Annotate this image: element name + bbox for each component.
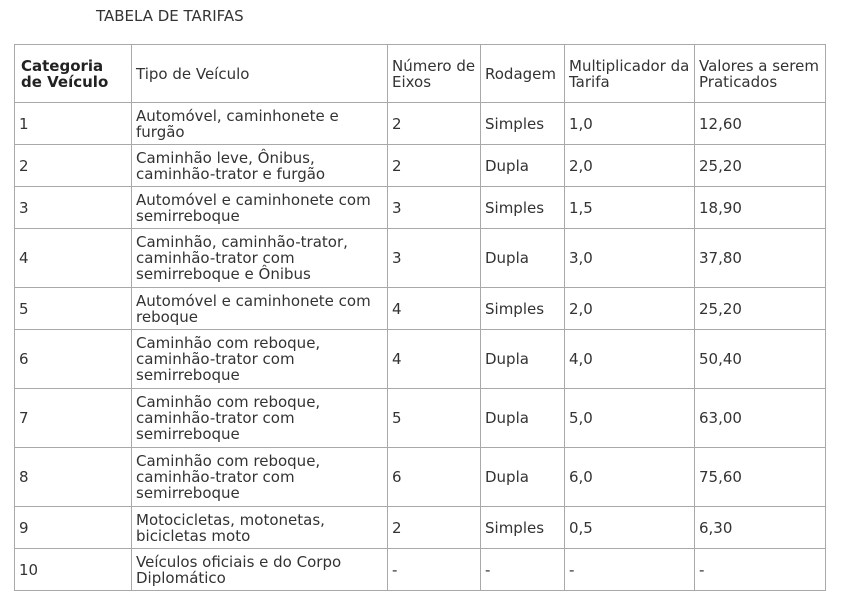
cell-eixos: 6 xyxy=(388,448,481,507)
cell-rodagem: Dupla xyxy=(481,389,565,448)
cell-rodagem: Dupla xyxy=(481,448,565,507)
cell-categoria: 1 xyxy=(15,103,132,145)
cell-tipo: Caminhão com reboque, caminhão-trator com semirreboque xyxy=(132,330,388,389)
table-row xyxy=(15,549,826,591)
cell-rodagem: Dupla xyxy=(481,229,565,288)
cell-tipo: Automóvel e caminhonete com semirreboque xyxy=(132,187,388,229)
cell-multiplicador: 5,0 xyxy=(565,389,695,448)
cell-valor: 75,60 xyxy=(695,448,826,507)
cell-tipo: Caminhão com reboque, caminhão-trator com semirreboque xyxy=(132,389,388,448)
cell-eixos: 2 xyxy=(388,507,481,549)
cell-valor: - xyxy=(695,549,826,591)
cell-multiplicador: 3,0 xyxy=(565,229,695,288)
cell-multiplicador: 4,0 xyxy=(565,330,695,389)
cell-categoria: 5 xyxy=(15,288,132,330)
header-row xyxy=(15,45,826,103)
cell-tipo: Veículos oficiais e do Corpo Diplomático xyxy=(132,549,388,591)
cell-eixos: 2 xyxy=(388,103,481,145)
cell-multiplicador: 0,5 xyxy=(565,507,695,549)
cell-rodagem: Simples xyxy=(481,187,565,229)
cell-categoria: 6 xyxy=(15,330,132,389)
cell-tipo: Caminhão com reboque, caminhão-trator com semirreboque xyxy=(132,448,388,507)
cell-rodagem: Dupla xyxy=(481,145,565,187)
cell-eixos: 4 xyxy=(388,288,481,330)
header-tipo: Tipo de Veículo xyxy=(132,45,388,103)
cell-multiplicador: 6,0 xyxy=(565,448,695,507)
cell-eixos: 4 xyxy=(388,330,481,389)
cell-valor: 25,20 xyxy=(695,145,826,187)
cell-multiplicador: 1,5 xyxy=(565,187,695,229)
cell-tipo: Caminhão, caminhão-trator, caminhão-trator com semirreboque e Ônibus xyxy=(132,229,388,288)
cell-valor: 12,60 xyxy=(695,103,826,145)
cell-valor: 6,30 xyxy=(695,507,826,549)
table-row xyxy=(15,145,826,187)
cell-tipo: Automóvel, caminhonete e furgão xyxy=(132,103,388,145)
cell-valor: 63,00 xyxy=(695,389,826,448)
cell-categoria: 4 xyxy=(15,229,132,288)
cell-rodagem: Simples xyxy=(481,103,565,145)
cell-eixos: 2 xyxy=(388,145,481,187)
cell-eixos: 3 xyxy=(388,187,481,229)
header-eixos: Número de Eixos xyxy=(388,45,481,103)
header-categoria: Categoria de Veículo xyxy=(15,45,132,103)
table-row xyxy=(15,288,826,330)
table-row xyxy=(15,229,826,288)
cell-eixos: 3 xyxy=(388,229,481,288)
header-valores: Valores a serem Praticados xyxy=(695,45,826,103)
cell-rodagem: - xyxy=(481,549,565,591)
table-row xyxy=(15,389,826,448)
header-rodagem: Rodagem xyxy=(481,45,565,103)
cell-rodagem: Dupla xyxy=(481,330,565,389)
cell-valor: 50,40 xyxy=(695,330,826,389)
table-title: TABELA DE TARIFAS xyxy=(96,7,244,25)
cell-multiplicador: - xyxy=(565,549,695,591)
cell-categoria: 9 xyxy=(15,507,132,549)
cell-rodagem: Simples xyxy=(481,507,565,549)
cell-valor: 25,20 xyxy=(695,288,826,330)
table-row xyxy=(15,187,826,229)
cell-multiplicador: 2,0 xyxy=(565,288,695,330)
cell-multiplicador: 1,0 xyxy=(565,103,695,145)
header-multiplicador: Multiplicador da Tarifa xyxy=(565,45,695,103)
table-row xyxy=(15,103,826,145)
table-row xyxy=(15,507,826,549)
table-row xyxy=(15,448,826,507)
cell-tipo: Automóvel e caminhonete com reboque xyxy=(132,288,388,330)
cell-multiplicador: 2,0 xyxy=(565,145,695,187)
cell-rodagem: Simples xyxy=(481,288,565,330)
cell-eixos: 5 xyxy=(388,389,481,448)
cell-tipo: Motocicletas, motonetas, bicicletas moto xyxy=(132,507,388,549)
cell-tipo: Caminhão leve, Ônibus, caminhão-trator e furgão xyxy=(132,145,388,187)
cell-categoria: 3 xyxy=(15,187,132,229)
cell-categoria: 2 xyxy=(15,145,132,187)
table-row xyxy=(15,330,826,389)
cell-valor: 18,90 xyxy=(695,187,826,229)
cell-categoria: 10 xyxy=(15,549,132,591)
cell-valor: 37,80 xyxy=(695,229,826,288)
cell-categoria: 7 xyxy=(15,389,132,448)
tariff-table xyxy=(14,44,826,591)
cell-eixos: - xyxy=(388,549,481,591)
cell-categoria: 8 xyxy=(15,448,132,507)
